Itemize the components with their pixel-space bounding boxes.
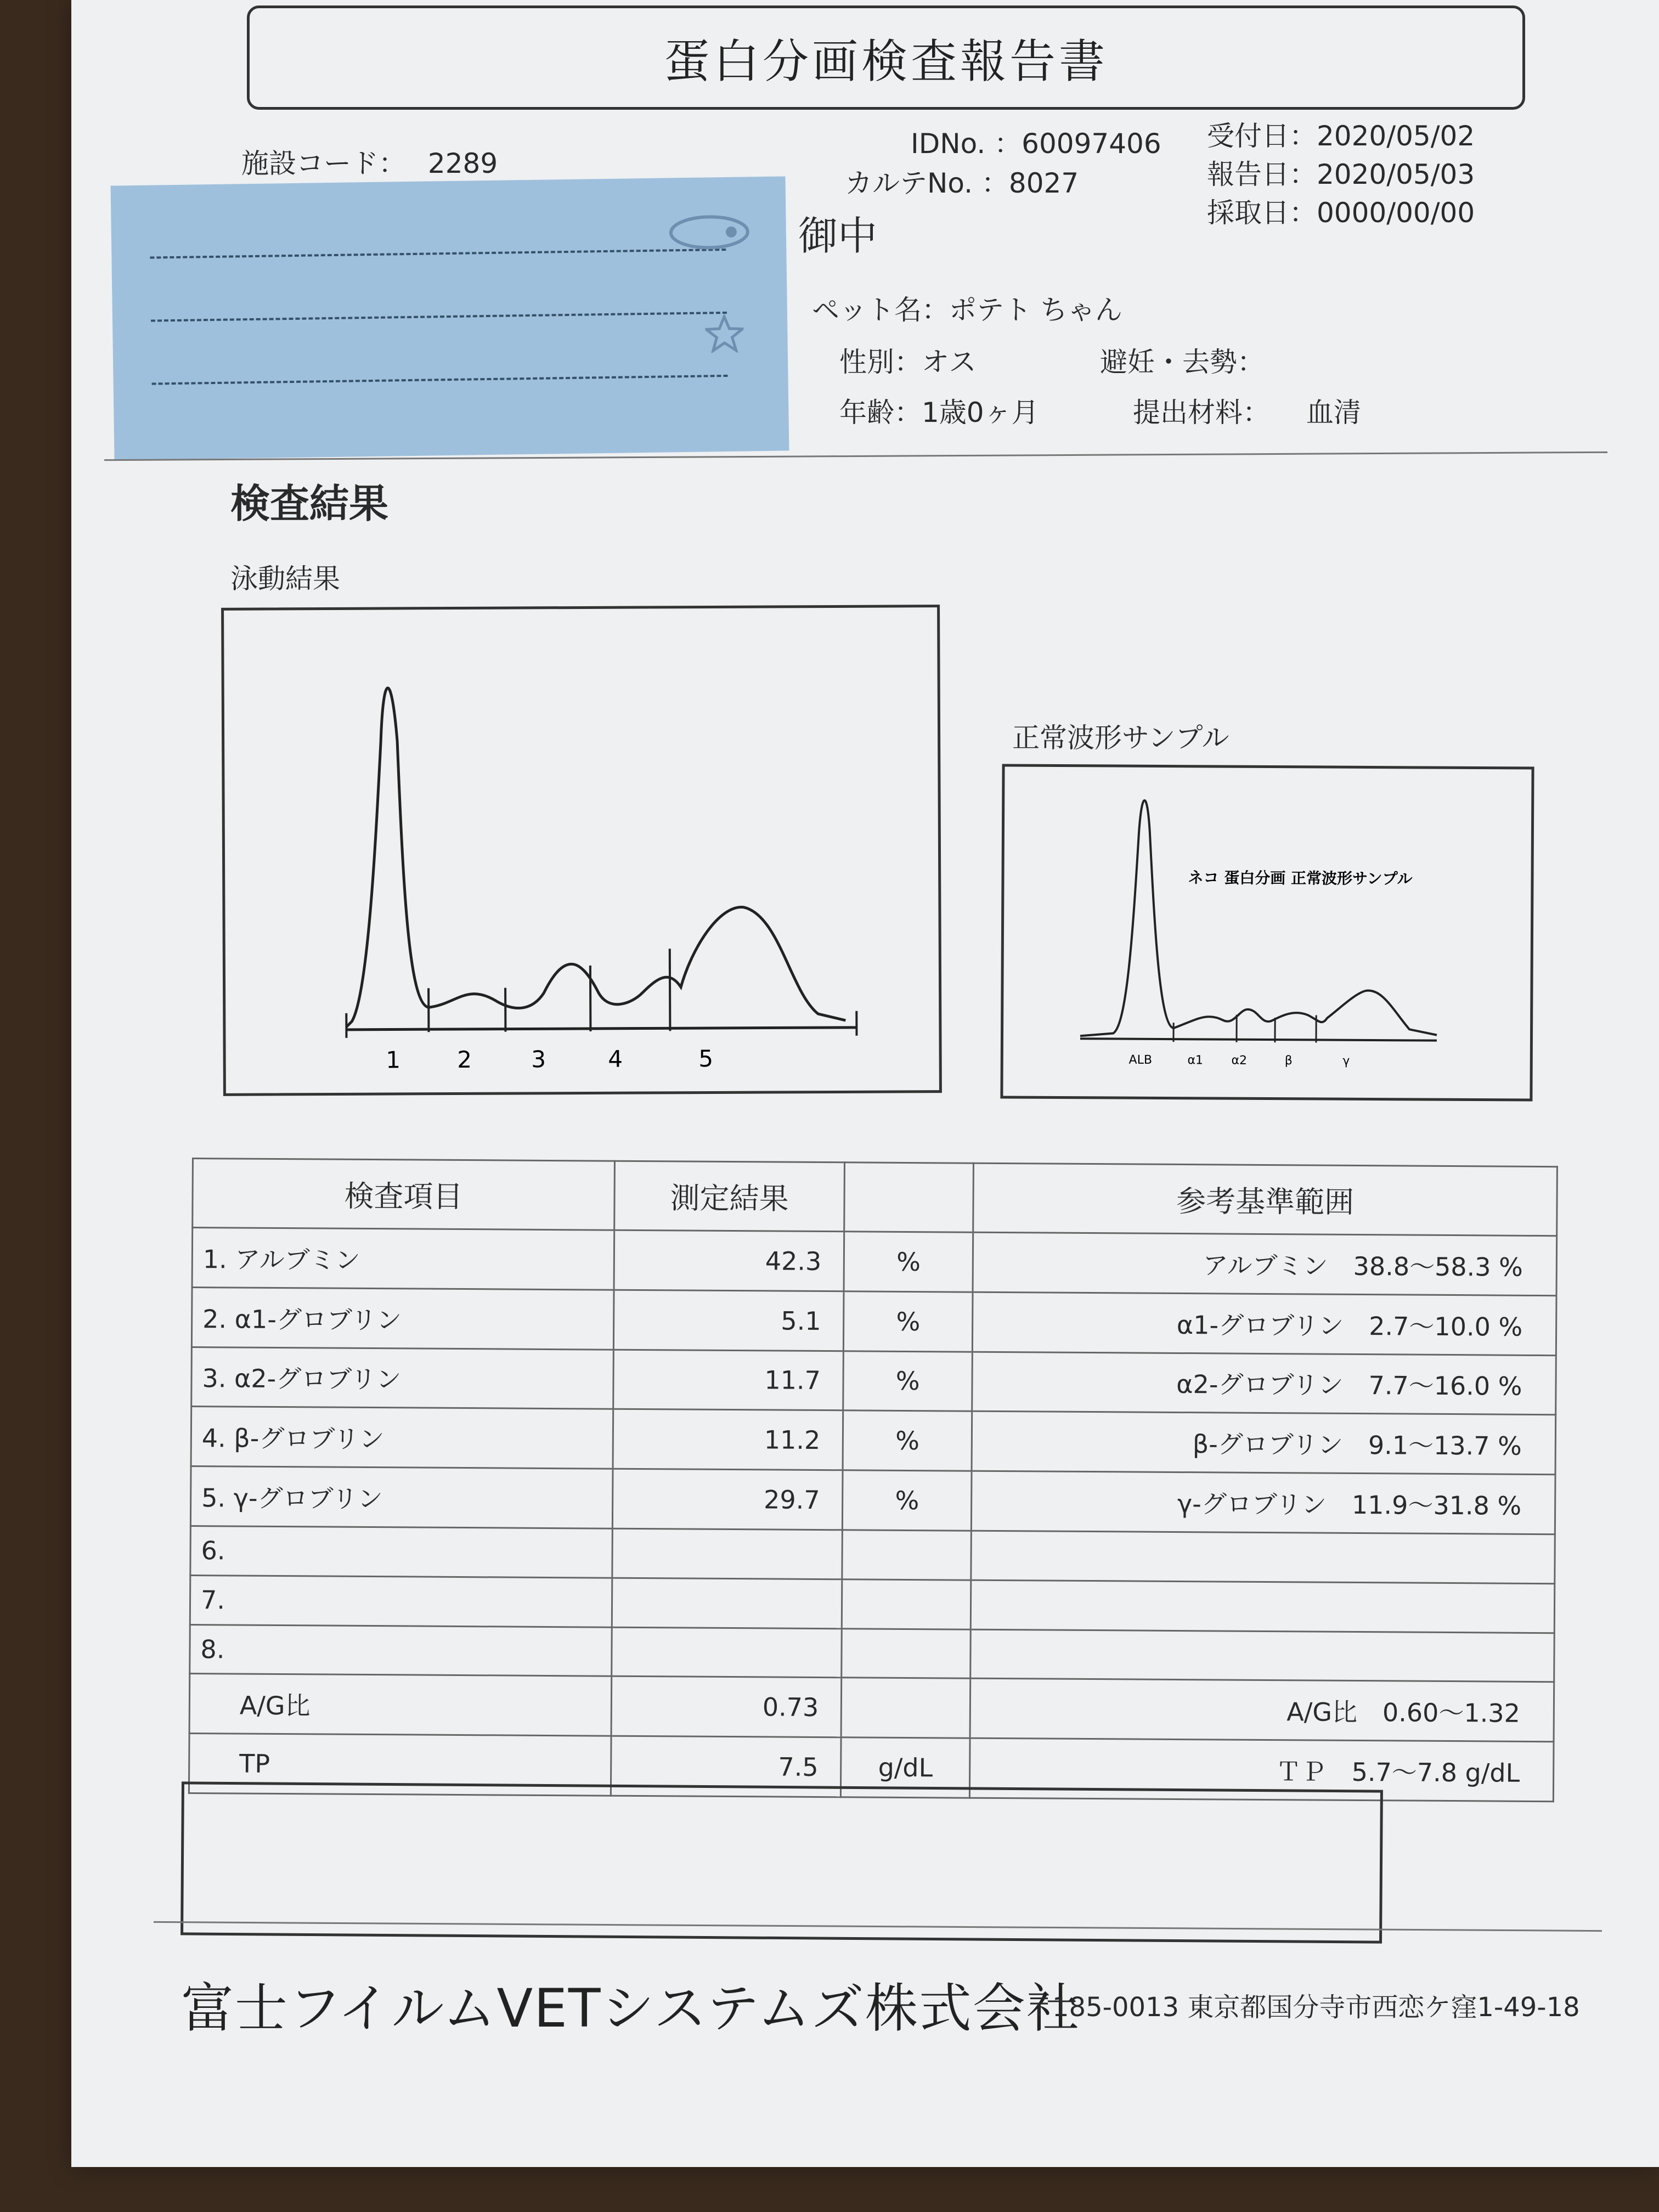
unit-cell: %: [844, 1291, 973, 1352]
table-row: [190, 1575, 1555, 1633]
sticker-line: [152, 375, 728, 385]
electro-tick-label: 4: [608, 1045, 623, 1073]
report-title: 蛋白分画検査報告書: [247, 5, 1525, 110]
sample-label: 提出材料：: [1133, 397, 1270, 428]
item-cell: 8.: [190, 1624, 612, 1677]
unit-cell: %: [843, 1470, 972, 1531]
header-unit: [844, 1163, 973, 1233]
table-row: [189, 1674, 1554, 1742]
value-cell: [612, 1578, 842, 1628]
reference-cell: [971, 1531, 1555, 1583]
facility-code-value: 2289: [427, 148, 498, 179]
electro-tick-label: 2: [457, 1046, 472, 1073]
sex-value: オス: [922, 346, 977, 378]
pet-name-label: ペット名：: [812, 294, 949, 326]
unit-cell: %: [844, 1232, 973, 1292]
reference-cell: ＴＰ 5.7～7.8 g/dL: [969, 1738, 1554, 1801]
reference-cell: β-グロブリン 9.1～13.7 %: [972, 1412, 1556, 1475]
unit-cell: [842, 1628, 970, 1678]
item-cell: 6.: [190, 1526, 612, 1578]
collected-value: 0000/00/00: [1317, 197, 1475, 229]
item-cell: 1. アルブミン: [192, 1228, 614, 1290]
received-date: [1207, 114, 1475, 154]
pet-age: [839, 391, 1039, 430]
karte-label: カルテNo. ：: [845, 167, 1009, 199]
facility-code: [241, 142, 498, 181]
sticker-line: [151, 312, 727, 322]
report-paper: [71, 0, 1659, 2167]
sex-label: 性別：: [839, 346, 922, 378]
reference-cell: α1-グロブリン 2.7～10.0 %: [972, 1292, 1556, 1355]
age-value: 1歳0ヶ月: [922, 397, 1039, 428]
electro-label: 泳動結果: [230, 563, 340, 595]
reported-value: 2020/05/03: [1317, 159, 1475, 190]
reference-cell: α2-グロブリン 7.7～16.0 %: [972, 1352, 1556, 1415]
reference-cell: アルブミン 38.8～58.3 %: [973, 1232, 1557, 1295]
normal-curve: [1003, 766, 1531, 1098]
value-cell: 7.5: [611, 1736, 841, 1797]
table-header-row: [193, 1159, 1558, 1236]
value-cell: 11.2: [613, 1409, 843, 1470]
electro-curve: [224, 607, 939, 1093]
table-row: [191, 1347, 1556, 1415]
karte-number: [845, 161, 1079, 201]
received-value: 2020/05/02: [1317, 120, 1475, 152]
unit-cell: %: [843, 1410, 972, 1471]
pet-name: [812, 288, 1122, 328]
results-heading: 検査結果: [230, 481, 389, 527]
unit-cell: [842, 1530, 971, 1580]
id-number: [911, 122, 1161, 161]
neuter-label: 避妊・去勢：: [1100, 346, 1265, 378]
value-cell: 0.73: [611, 1677, 842, 1737]
header-item: 検査項目: [193, 1159, 615, 1231]
star-icon: [705, 314, 744, 353]
item-cell: 3. α2-グロブリン: [191, 1347, 614, 1409]
item-cell: 4. β-グロブリン: [191, 1407, 613, 1469]
onchu-text: 御中: [798, 213, 878, 259]
reference-cell: γ-グロブリン 11.9～31.8 %: [971, 1471, 1555, 1534]
rocket-icon: [665, 199, 754, 266]
header-result: 測定結果: [614, 1161, 845, 1232]
value-cell: [612, 1627, 842, 1678]
comment-box: [180, 1781, 1383, 1943]
age-label: 年齢：: [839, 397, 922, 428]
value-cell: [612, 1528, 843, 1579]
id-value: 60097406: [1022, 128, 1161, 160]
normal-tick-label: α2: [1231, 1053, 1248, 1068]
reference-cell: [970, 1629, 1554, 1682]
table-row: [190, 1526, 1555, 1583]
sample-value: 血清: [1306, 397, 1361, 428]
unit-cell: [842, 1579, 971, 1629]
company-name: 富士フイルムVETシステムズ株式会社: [181, 1978, 1080, 2039]
karte-value: 8027: [1008, 167, 1079, 199]
pet-sex: [839, 340, 977, 380]
value-cell: 5.1: [613, 1290, 844, 1351]
sample-type: [1133, 391, 1361, 430]
normal-graph-title: ネコ 蛋白分画 正常波形サンプル: [1188, 868, 1413, 888]
facility-code-label: 施設コード：: [241, 148, 406, 179]
table-row: [190, 1624, 1555, 1682]
normal-graph: [1000, 764, 1534, 1101]
electro-tick-label: 3: [531, 1046, 546, 1073]
privacy-sticker: [111, 176, 789, 460]
unit-cell: g/dL: [841, 1737, 970, 1798]
reference-cell: [970, 1580, 1554, 1633]
electro-graph: [221, 605, 942, 1096]
table-row: [191, 1287, 1556, 1355]
electro-tick-label: 1: [386, 1046, 401, 1074]
header-reference: 参考基準範囲: [973, 1163, 1558, 1236]
table-row: [190, 1466, 1555, 1534]
item-cell: TP: [189, 1734, 611, 1796]
id-label: IDNo. ：: [911, 128, 1022, 160]
results-table: [188, 1158, 1558, 1802]
normal-tick-label: γ: [1342, 1054, 1350, 1068]
item-cell: 7.: [190, 1575, 612, 1627]
item-cell: 5. γ-グロブリン: [190, 1466, 613, 1528]
unit-cell: %: [843, 1351, 972, 1411]
pet-name-value: ポテト ちゃん: [949, 294, 1122, 326]
normal-tick-label: α1: [1187, 1053, 1204, 1068]
value-cell: 11.7: [613, 1350, 844, 1410]
collected-label: 採取日：: [1207, 197, 1317, 229]
table-row: [191, 1407, 1556, 1475]
normal-sample-label: 正常波形サンプル: [1012, 722, 1229, 754]
value-cell: 42.3: [614, 1230, 844, 1291]
item-cell: A/G比: [189, 1674, 612, 1736]
reference-cell: A/G比 0.60～1.32: [970, 1679, 1554, 1742]
normal-tick-label: ALB: [1128, 1053, 1153, 1067]
company-address: 〒185-0013 東京都国分寺市西恋ケ窪1-49-18: [1026, 1992, 1580, 2023]
table-row: [192, 1228, 1557, 1296]
unit-cell: [841, 1678, 970, 1738]
collected-date: [1207, 191, 1475, 230]
electro-tick-label: 5: [698, 1045, 714, 1073]
reported-label: 報告日：: [1207, 159, 1317, 190]
normal-tick-label: β: [1284, 1054, 1293, 1068]
received-label: 受付日：: [1207, 120, 1317, 152]
sticker-line: [150, 249, 726, 259]
reported-date: [1207, 153, 1475, 192]
value-cell: 29.7: [612, 1469, 843, 1530]
item-cell: 2. α1-グロブリン: [191, 1287, 614, 1349]
